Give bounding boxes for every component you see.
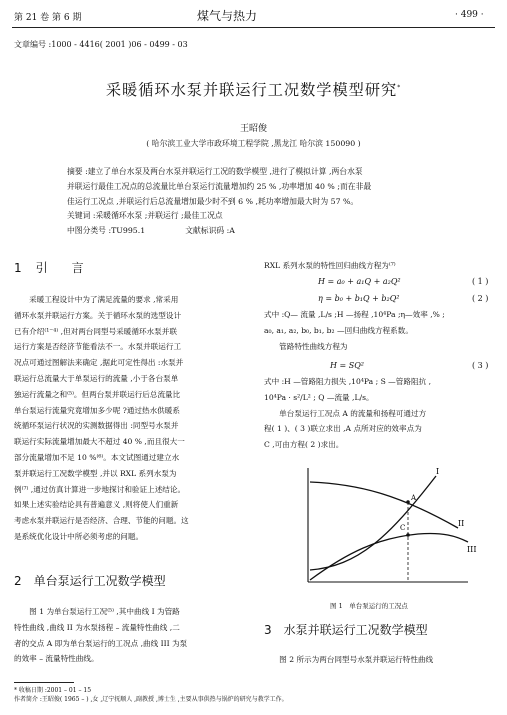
point-a-marker: [406, 500, 410, 504]
journal-volume: 第 21 卷 第 6 期: [14, 13, 82, 23]
abstract-line: 佳运行工况点 ,并联运行后总流量增加最少时不到 6 % ,耗功率增加最大时为 57 %。: [67, 196, 359, 206]
curve-label-ii: II: [458, 519, 465, 528]
figure-1-caption: 图 1 单台泵运行的工况点: [330, 602, 408, 610]
point-label-c: C: [400, 524, 406, 532]
title-footnote-mark: *: [397, 83, 402, 91]
text-line: 图 1 为单台泵运行工况⁽⁵⁾ ,其中曲线 I 为管路: [14, 607, 180, 616]
point-label-a: A: [411, 494, 417, 502]
equation-1-2-description: [264, 307, 496, 354]
text-line: 部分流量增加不足 10 %⁽⁶⁾。本文试图通过建立水: [14, 452, 180, 462]
received-date: * 收稿日期 :2001 – 01 – 15: [14, 687, 92, 694]
affiliation: ( 哈尔滨工业大学市政环境工程学院 ,黑龙江 哈尔滨 150090 ): [146, 139, 361, 148]
equation-3-description: [264, 374, 496, 453]
text-line: 已有介绍⁽¹⁻⁴⁾ ,但对两台同型号采暖循环水泵并联: [14, 326, 177, 336]
classification-line: [67, 224, 447, 239]
section-number: 1: [14, 261, 22, 275]
text-line: C ,可由方程( 2 )求出。: [264, 440, 344, 450]
equation-1: H = a₀ + a₁Q + a₂Q²: [318, 277, 401, 286]
text-line: 10⁴Pa · s²/L² ; Q —流量 ,L/s。: [264, 392, 374, 402]
abstract-line: 并联运行最佳工况点的总流量比单台泵运行流量增加约 25 % ,功率增加 40 % ;而在非最: [67, 181, 372, 191]
text-line: 统循环泵运行状况的实测数据得出 :同型号水泵并: [14, 421, 179, 431]
curve-label-i: I: [436, 467, 440, 476]
title-text: 采暖循环水泵并联运行工况数学模型研究: [105, 81, 398, 99]
text-line: 是系统优化设计中所必须考虑的问题。: [14, 531, 144, 541]
text-line: 运行方案是否经济节能看法不一。水泵并联运行工: [14, 342, 182, 352]
equation-2: η = b₀ + b₁Q + b₂Q²: [318, 294, 400, 303]
keywords: 关键词 :采暖循环水泵 ;并联运行 ;最佳工况点: [67, 211, 223, 221]
text-line: 式中 :Q— 流量 ,L/s ;H —扬程 ,10⁴Pa ;η—效率 ,% ;: [264, 310, 445, 319]
curve-label-iii: III: [467, 545, 477, 554]
text-line: 管路特性曲线方程为: [264, 341, 348, 351]
section-3-heading: [264, 621, 428, 638]
text-line: 的效率 – 流量特性曲线。: [14, 654, 99, 664]
text-line: 单台泵运行工况点 A 的流量和扬程可通过方: [264, 408, 427, 418]
section-2-body: [14, 604, 251, 667]
text-line: 例⁽⁷⁾ ,通过仿真计算进一步地探讨和验证上述结论。: [14, 484, 186, 494]
text-line: 式中 :H —管路阻力损失 ,10⁴Pa ; S —管路阻抗 ,: [264, 377, 431, 386]
equation-2-number: ( 2 ): [472, 294, 489, 303]
text-line: 者的交点 A 即为单台泵运行的工况点 ,曲线 III 为泵: [14, 638, 188, 648]
footnote: [14, 686, 494, 704]
section-title: 引 言: [35, 261, 84, 275]
header-rule: [12, 27, 495, 28]
section-title: 水泵并联运行工况数学模型: [283, 623, 428, 637]
text-line: 独运行流量之和⁽⁵⁾。但两台泵并联运行后总流量比: [14, 389, 181, 399]
footnote-rule: [14, 682, 74, 683]
section-title: 单台泵运行工况数学模型: [33, 574, 166, 588]
text-line: 联运行实际流量增加最大不超过 40 % ,而且很大一: [14, 437, 185, 447]
text-line: 如果上述实验结论具有普遍意义 ,则将使人们重新: [14, 500, 179, 510]
text-line: 采暖工程设计中为了满足流量的要求 ,常采用: [14, 295, 179, 304]
section-1-body: [14, 292, 251, 545]
figure-1-operating-point-diagram: [268, 458, 493, 598]
author-bio: 作者简介 :王昭俊( 1965 – ) ,女 ,辽宁抚顺人 ,副教授 ,博士生 ,主要从事供热与锅炉的研究与教学工作。: [14, 696, 288, 703]
pump-head-curve: [310, 482, 458, 528]
pipe-characteristic-curve: [310, 476, 436, 570]
page-number: · 499 ·: [455, 10, 484, 20]
text-line: 循环水泵并联运行方案。关于循环水泵的选型设计: [14, 310, 182, 320]
section-number: 2: [14, 574, 22, 588]
journal-name: 煤气与热力: [197, 9, 258, 23]
equation-3-number: ( 3 ): [472, 361, 489, 370]
article-number: 文章编号 :1000 - 4416( 2001 )06 - 0499 - 03: [14, 40, 188, 49]
abstract-block: [67, 165, 447, 239]
text-line: a₀, a₁, a₂, b₀, b₁, b₂ —回归曲线方程系数。: [264, 325, 413, 335]
efficiency-curve: [310, 533, 468, 580]
text-line: 况点可通过图解法来确定 ,据此可定性得出 :水泵并: [14, 358, 184, 368]
abstract-line: 摘要 :建立了单台水泵及两台水泵并联运行工况的数学模型 ,进行了模拟计算 ,两台水泵: [67, 167, 363, 176]
equations-intro: RXL 系列水泵的特性回归曲线方程为⁽⁷⁾: [264, 261, 396, 270]
author-name: 王昭俊: [239, 124, 267, 134]
clc-number: 中图分类号 :TU995.1: [67, 226, 146, 236]
text-line: 泵并联运行工况数学模型 ,并以 RXL 系列水泵为: [14, 468, 177, 478]
document-code: 文献标识码 :A: [185, 226, 235, 236]
text-line: 特性曲线 ,曲线 II 为水泵扬程 – 流量特性曲线 ,二: [14, 622, 180, 632]
equation-1-number: ( 1 ): [472, 277, 489, 286]
text-line: 程( 1 )、( 3 )联立求出 ,A 点所对应的效率点为: [264, 424, 422, 434]
text-line: 联运行总流量大于单泵运行的流量 ,小于各台泵单: [14, 373, 179, 383]
equation-3: H = SQ²: [330, 361, 365, 370]
text-line: 单台泵运行流量究竟增加多少呢 ?通过热水供暖系: [14, 405, 180, 415]
section-1-heading: [14, 259, 84, 276]
point-c-marker: [406, 533, 410, 537]
section-number: 3: [264, 623, 272, 637]
section-3-body: 图 2 所示为两台同型号水泵并联运行特性曲线: [264, 655, 434, 664]
text-line: 考虑水泵并联运行是否经济、合理、节能的问题。这: [14, 516, 189, 526]
section-2-heading: [14, 572, 166, 589]
paper-title: [0, 79, 507, 100]
